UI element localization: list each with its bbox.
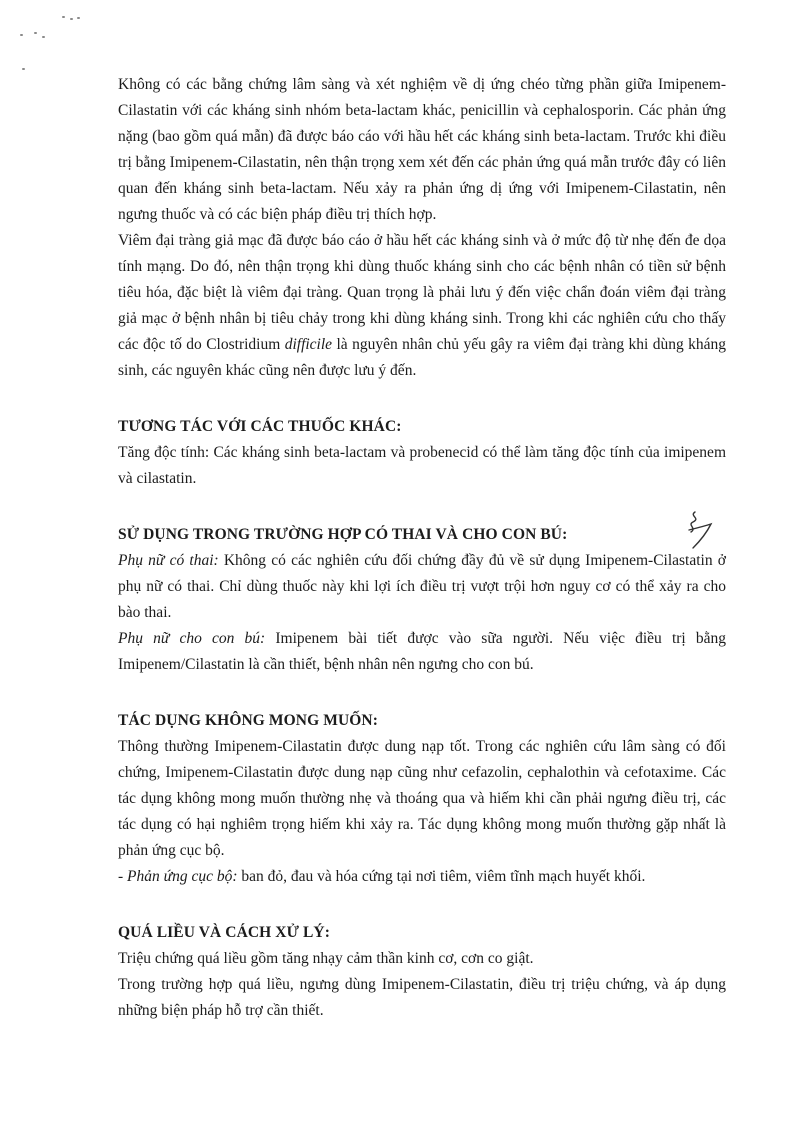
local-reaction-line — [118, 864, 726, 890]
colitis-text-after: là nguyên nhân chủ yếu gây ra viêm đại tràng khi dùng kháng sinh, các nguyên khác cũng nên được lưu ý đến. — [118, 336, 726, 379]
local-reaction-label: - Phản ứng cục bộ: — [118, 868, 238, 885]
pregnancy-heading: SỬ DỤNG TRONG TRƯỜNG HỢP CÓ THAI VÀ CHO CON BÚ: — [118, 526, 568, 543]
overdose-line-2: Trong trường hợp quá liều, ngưng dùng Imipenem-Cilastatin, điều trị triệu chứng, và áp dụng những biện pháp hỗ trợ cần thiết. — [118, 976, 726, 1019]
document-page — [118, 72, 726, 1024]
lactation-label: Phụ nữ cho con bú: — [118, 630, 266, 647]
pregnancy-paragraph — [118, 548, 726, 626]
warning-paragraph-cross-allergy: Không có các bằng chứng lâm sàng và xét nghiệm về dị ứng chéo từng phần giữa Imipenem-Cilastatin với các kháng sinh nhóm beta-lactam khác, penicillin và cephalosporin. Các phản ứng nặng (bao gồm quá mẫn) đã được báo cáo với hầu hết các kháng sinh beta-lactam. Trước khi điều trị bằng Imipenem-Cilastatin, nên thận trọng xem xét đến các phản ứng quá mẫn trước đây có liên quan đến kháng sinh beta-lactam. Nếu xảy ra phản ứng dị ứng với Imipenem-Cilastatin, nên ngưng thuốc và có các biện pháp điều trị thích hợp. — [118, 76, 726, 223]
pregnant-label: Phụ nữ có thai: — [118, 552, 219, 569]
colitis-text-before: Viêm đại tràng giả mạc đã được báo cáo ở hầu hết các kháng sinh và ở mức độ từ nhẹ đến đe dọa tính mạng. Do đó, nên thận trọng khi dùng thuốc kháng sinh cho các bệnh nhân có tiền sử bệnh tiêu hóa, đặc biệt là viêm đại tràng. Quan trọng là phải lưu ý đến việc chẩn đoán viêm đại tràng giả mạc ở bệnh nhân bị tiêu chảy trong khi dùng kháng sinh. Trong khi các nghiên cứu cho thấy các độc tố do Clostridium — [118, 232, 726, 353]
interactions-heading: TƯƠNG TÁC VỚI CÁC THUỐC KHÁC: — [118, 418, 402, 435]
pregnant-text: Không có các nghiên cứu đối chứng đầy đủ về sử dụng Imipenem-Cilastatin ở phụ nữ có thai. Chỉ dùng thuốc này khi lợi ích điều trị vượt trội hơn nguy cơ có thể xảy ra cho bào thai. — [118, 552, 726, 621]
lactation-text: Imipenem bài tiết được vào sữa người. Nếu việc điều trị bằng Imipenem/Cilastatin là cần thiết, bệnh nhân nên ngưng cho con bú. — [118, 630, 726, 673]
lactation-paragraph — [118, 626, 726, 678]
interactions-text: Tăng độc tính: Các kháng sinh beta-lactam và probenecid có thể làm tăng độc tính của imipenem và cilastatin. — [118, 444, 726, 487]
colitis-text-italic: difficile — [284, 336, 333, 353]
overdose-line-1: Triệu chứng quá liều gồm tăng nhạy cảm thần kinh cơ, cơn co giật. — [118, 950, 534, 967]
local-reaction-text: ban đỏ, đau và hóa cứng tại nơi tiêm, viêm tĩnh mạch huyết khối. — [237, 868, 646, 885]
warning-paragraph-colitis — [118, 228, 726, 384]
overdose-heading: QUÁ LIỀU VÀ CÁCH XỬ LÝ: — [118, 924, 330, 941]
adverse-heading: TÁC DỤNG KHÔNG MONG MUỐN: — [118, 712, 378, 729]
adverse-text: Thông thường Imipenem-Cilastatin được dung nạp tốt. Trong các nghiên cứu lâm sàng có đối chứng, Imipenem-Cilastatin được dung nạp cũng như cefazolin, cephalothin và cefotaxime. Các tác dụng không mong muốn thường nhẹ và thoáng qua và hiếm khi cần phải ngưng điều trị, các tác dụng có hại nghiêm trọng hiếm khi xảy ra. Tác dụng không mong muốn thường gặp nhất là phản ứng cục bộ. — [118, 738, 726, 859]
